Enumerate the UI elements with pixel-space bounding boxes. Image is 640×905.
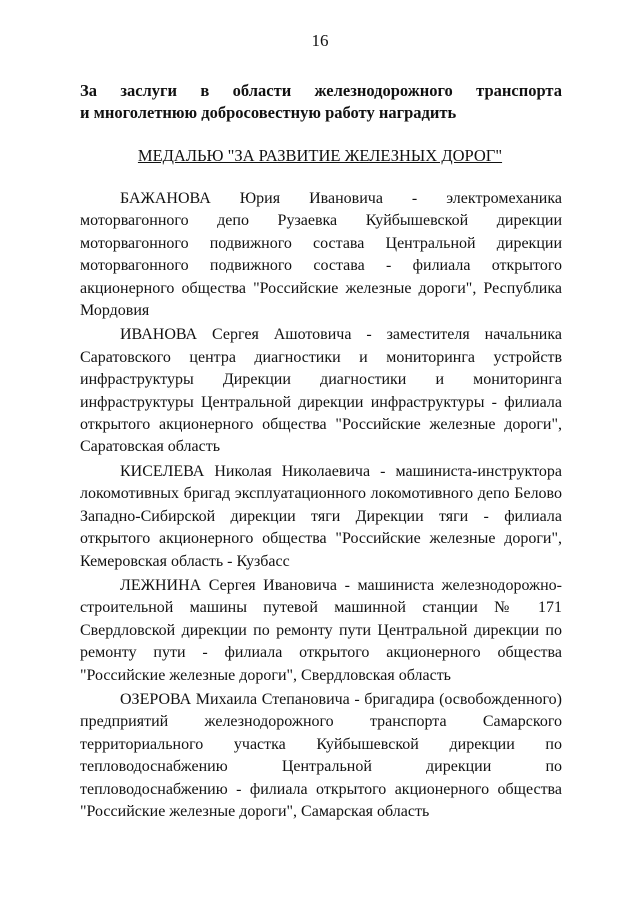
awardee-details: - машиниста железнодорожно-строительной машины путевой машинной станции № 171 Свердловской дирекции по ремонту пути Центральной дирекции по ремонту пути - филиала открытого акционерного общества "Российские железные дороги", Свердловская область — [80, 576, 562, 684]
awardee-entry — [80, 689, 562, 823]
awardee-details: - заместителя начальника Саратовского центра диагностики и мониторинга устройств инфраструктуры Дирекции диагностики и мониторинга инфраструктуры Центральной дирекции инфраструктуры - филиала открытого акционерного общества "Российские железные дороги", Саратовская область — [80, 326, 563, 456]
awardee-details: - машиниста-инструктора локомотивных бригад эксплуатационного локомотивного депо Белово Западно-Сибирской дирекции тяги Дирекции тяги - филиала открытого акционерного общества "Российские железные дороги", Кемеровская область - Кузбасс — [80, 462, 562, 570]
awardee-entry — [80, 324, 562, 458]
awardee-entry — [80, 188, 562, 322]
intro-line-1: За заслуги в области железнодорожного транспорта — [80, 81, 562, 100]
awardee-entry — [80, 575, 562, 687]
awardee-entry — [80, 461, 562, 573]
awardee-name: КИСЕЛЕВА Николая Николаевича — [120, 462, 371, 480]
page-number: 16 — [311, 31, 329, 50]
awardee-details: - электромеханика моторвагонного депо Рузаевка Куйбышевской дирекции моторвагонного подвижного состава Центральной дирекции моторвагонного подвижного состава - филиала открытого акционерного общества "Российские железные дороги", Республика Мордовия — [80, 190, 562, 320]
awardee-name: ИВАНОВА Сергея Ашотовича — [120, 326, 352, 344]
awardee-list — [80, 188, 562, 825]
awardee-name: ЛЕЖНИНА Сергея Ивановича — [120, 576, 337, 594]
awardee-details: - бригадира (освобожденного) предприятий железнодорожного транспорта Самарского территориального участка Куйбышевской дирекции по тепловодоснабжению Центральной дирекции по тепловодоснабжению - филиала открытого акционерного общества "Российские железные дороги", Самарская область — [80, 690, 562, 820]
award-decree-intro — [80, 80, 562, 124]
intro-line-2: и многолетнюю добросовестную работу наградить — [80, 103, 457, 122]
medal-title: МЕДАЛЬЮ "ЗА РАЗВИТИЕ ЖЕЛЕЗНЫХ ДОРОГ" — [137, 146, 503, 165]
awardee-name: БАЖАНОВА Юрия Ивановича — [120, 190, 383, 207]
awardee-name: ОЗЕРОВА Михаила Степановича — [120, 690, 350, 708]
